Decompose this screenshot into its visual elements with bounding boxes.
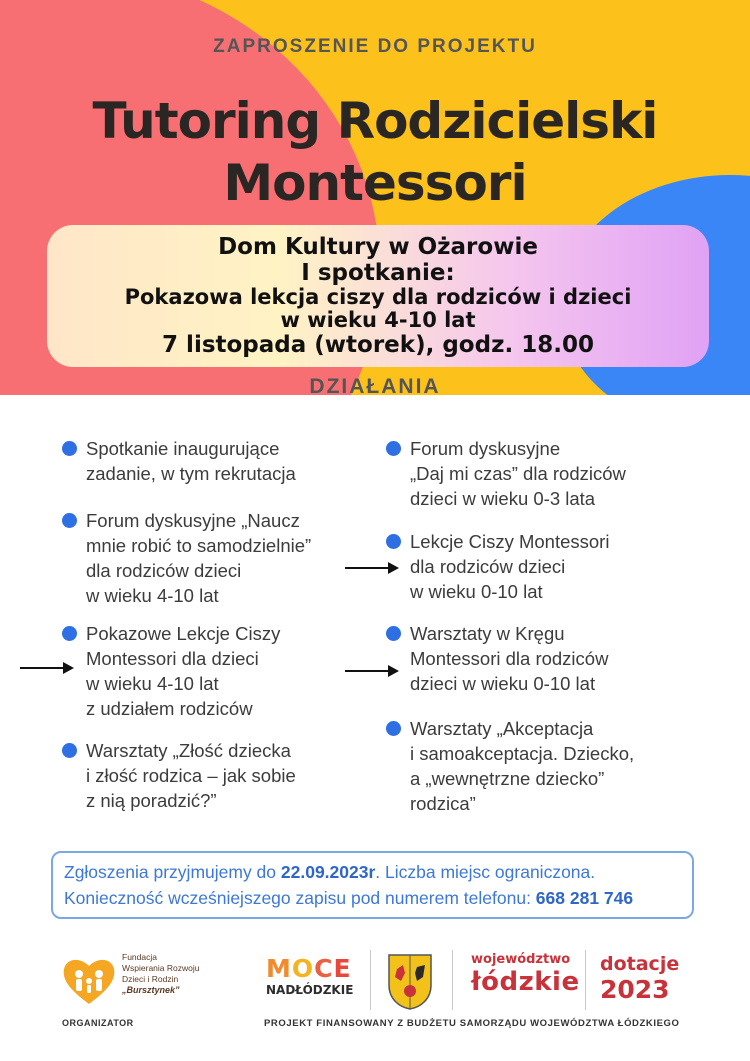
event-age: w wieku 4-10 lat	[280, 308, 476, 332]
title-line: Montessori	[223, 154, 527, 212]
org-line: Fundacja	[122, 952, 157, 962]
bullet-icon	[62, 626, 77, 641]
bullet-icon	[62, 743, 77, 758]
bullet-icon	[386, 626, 401, 641]
moce-nadlodzkie-logo	[266, 955, 358, 997]
notice-line-2	[64, 885, 694, 911]
moce-letter: E	[333, 954, 352, 983]
notice-text	[64, 859, 694, 911]
bullet-icon	[386, 534, 401, 549]
activity-item-right	[410, 529, 700, 604]
moce-letter: C	[314, 954, 334, 983]
activity-line: Warsztaty „Akceptacja	[410, 718, 594, 739]
activity-line: w wieku 0-10 lat	[410, 581, 543, 602]
activity-line: zadanie, w tym rekrutacja	[86, 463, 296, 484]
activity-item-right	[410, 621, 700, 696]
activity-line: dla rodziców dzieci	[86, 560, 242, 581]
bullet-icon	[62, 441, 77, 456]
arrow-right-icon	[345, 567, 397, 569]
arrow-right-icon	[345, 670, 397, 672]
kicker: ZAPROSZENIE DO PROJEKTU	[213, 36, 537, 57]
org-brand: „Bursztynek”	[122, 985, 180, 995]
logo-divider	[585, 950, 586, 1010]
logo-divider	[452, 950, 453, 1010]
title-line: Tutoring Rodzicielski	[92, 92, 658, 150]
activity-line: Warsztaty w Kręgu	[410, 623, 565, 644]
lodzkie-big: łódzkie	[471, 967, 580, 997]
bullet-icon	[386, 721, 401, 736]
org-line: Wspierania Rozwoju	[122, 963, 200, 973]
moce-wordmark	[266, 955, 358, 983]
organizer-name	[122, 952, 242, 996]
dotacje-year: 2023	[600, 975, 670, 1004]
event-topic: Pokazowa lekcja ciszy dla rodziców i dzieci	[124, 285, 632, 309]
bullet-icon	[386, 441, 401, 456]
logo-divider	[370, 950, 371, 1010]
activity-line: Spotkanie inaugurujące	[86, 438, 280, 459]
activity-line: w wieku 4-10 lat	[86, 673, 219, 694]
event-details	[47, 234, 709, 358]
heart-family-icon	[62, 956, 116, 1006]
activity-line: dzieci w wieku 0-10 lat	[410, 673, 596, 694]
dotacje-logo	[600, 953, 679, 1005]
page-title	[0, 90, 750, 214]
activity-item-right	[410, 436, 700, 511]
activity-line: w wieku 4-10 lat	[86, 585, 219, 606]
activity-line: „Daj mi czas” dla rodziców	[410, 463, 626, 484]
activity-line: Forum dyskusyjne	[410, 438, 561, 459]
activities-heading: DZIAŁANIA	[309, 375, 441, 398]
activity-line: a „wewnętrzne dziecko”	[410, 768, 605, 789]
activity-line: dzieci w wieku 0-3 lata	[410, 488, 596, 509]
activity-item-left	[86, 738, 376, 813]
arrow-right-icon	[20, 667, 72, 669]
notice-part: Konieczność wcześniejszego zapisu pod numerem telefonu:	[64, 888, 536, 908]
activity-line: i samoakceptacja. Dziecko,	[410, 743, 635, 764]
activity-line: Forum dyskusyjne „Naucz	[86, 510, 300, 531]
bullet-icon	[62, 513, 77, 528]
activity-line: Warsztaty „Złość dziecka	[86, 740, 291, 761]
coat-of-arms-icon	[385, 951, 435, 1011]
activity-line: mnie robić to samodzielnie”	[86, 535, 312, 556]
moce-subtitle: NADŁÓDZKIE	[266, 983, 354, 997]
event-meeting: I spotkanie:	[301, 260, 455, 286]
event-date: 7 listopada (wtorek), godz. 18.00	[162, 332, 594, 358]
org-line: Dzieci i Rodzin	[122, 974, 179, 984]
activity-line: Montessori dla rodziców	[410, 648, 609, 669]
activity-item-left	[86, 436, 376, 486]
organizer-label: ORGANIZATOR	[62, 1018, 134, 1028]
activity-line: dla rodziców dzieci	[410, 556, 566, 577]
activity-line: Montessori dla dzieci	[86, 648, 259, 669]
notice-part: Zgłoszenia przyjmujemy do	[64, 862, 281, 882]
notice-line-1	[64, 859, 694, 885]
notice-part: . Liczba miejsc ograniczona.	[375, 862, 596, 882]
activity-item-right	[410, 716, 700, 816]
notice-phone: 668 281 746	[535, 888, 634, 908]
moce-letter: O	[291, 954, 315, 983]
moce-letter: M	[266, 954, 292, 983]
activity-line: z nią poradzić?”	[86, 790, 217, 811]
lodzkie-logo	[471, 952, 580, 997]
activity-item-left	[86, 621, 376, 721]
funding-note: PROJEKT FINANSOWANY Z BUDŻETU SAMORZĄDU WOJEWÓDZTWA ŁÓDZKIEGO	[264, 1018, 680, 1029]
activity-line: z udziałem rodziców	[86, 698, 253, 719]
activity-line: i złość rodzica – jak sobie	[86, 765, 296, 786]
activity-line: Pokazowe Lekcje Ciszy	[86, 623, 281, 644]
activity-line: Lekcje Ciszy Montessori	[410, 531, 610, 552]
notice-deadline: 22.09.2023r	[280, 862, 376, 882]
activity-line: rodzica”	[410, 793, 476, 814]
event-venue: Dom Kultury w Ożarowie	[218, 234, 538, 260]
dotacje-word: dotacje	[600, 953, 680, 975]
lodzkie-small: województwo	[471, 952, 571, 967]
activity-item-left	[86, 508, 376, 608]
